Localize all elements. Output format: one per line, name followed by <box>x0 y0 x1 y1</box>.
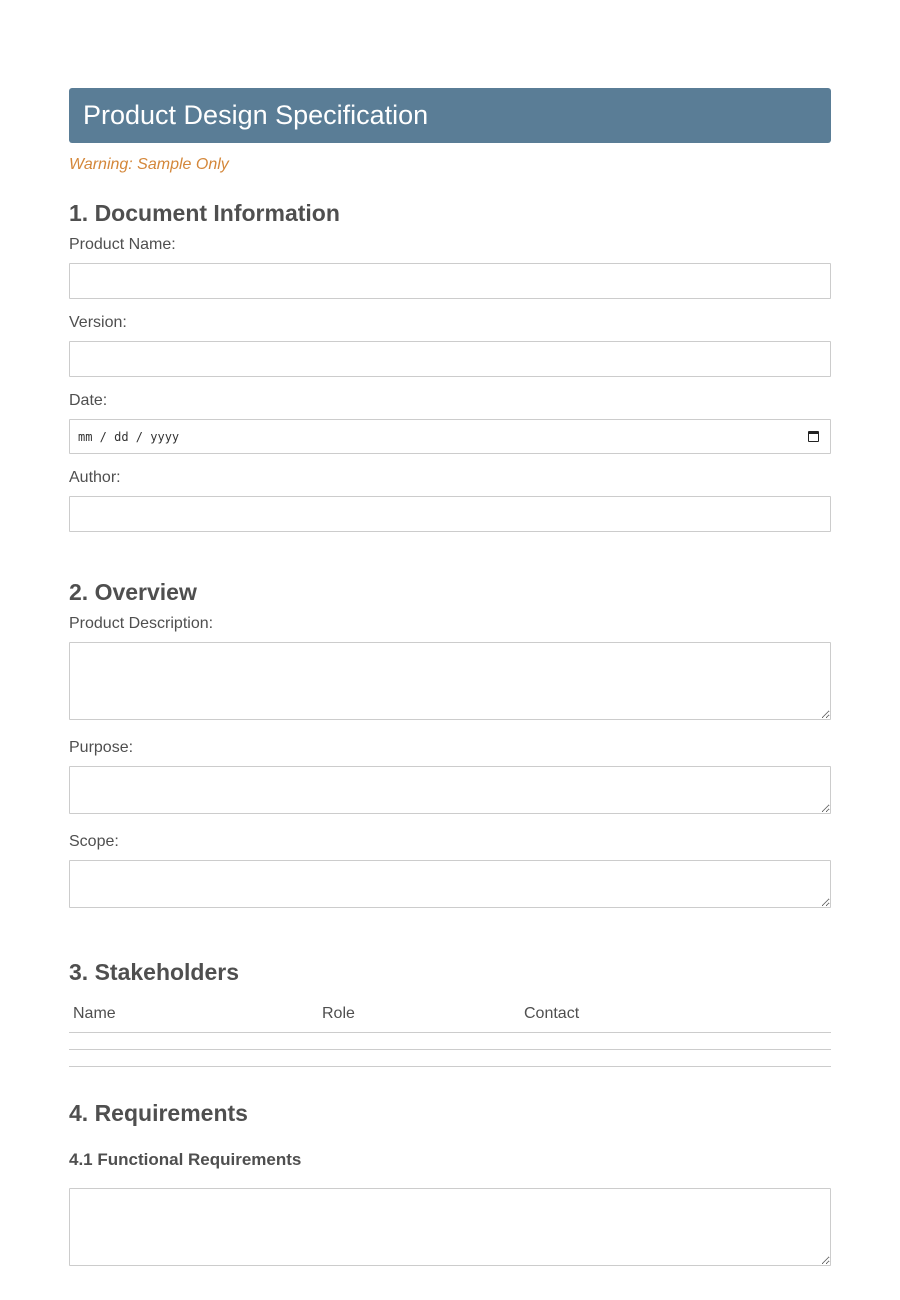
functional-requirements-textarea[interactable] <box>69 1188 831 1266</box>
product-description-textarea[interactable] <box>69 642 831 720</box>
author-input[interactable] <box>69 496 831 532</box>
scope-label: Scope: <box>69 833 119 850</box>
product-description-label: Product Description: <box>69 615 214 632</box>
product-name-label: Product Name: <box>69 236 176 253</box>
section-heading-requirements: 4. Requirements <box>69 1100 248 1126</box>
table-cell[interactable] <box>69 1050 318 1067</box>
scope-textarea[interactable] <box>69 860 831 908</box>
section-heading-document-information: 1. Document Information <box>69 200 340 226</box>
page-title: Product Design Specification <box>69 88 831 143</box>
product-name-input[interactable] <box>69 263 831 299</box>
spec-form <box>69 88 831 1266</box>
purpose-textarea[interactable] <box>69 766 831 814</box>
version-input[interactable] <box>69 341 831 377</box>
table-cell[interactable] <box>520 1033 831 1050</box>
date-label: Date: <box>69 392 108 409</box>
calendar-icon[interactable] <box>808 431 819 442</box>
table-row <box>69 1033 831 1050</box>
table-cell[interactable] <box>520 1050 831 1067</box>
table-row <box>69 1050 831 1067</box>
subheading-functional-requirements: 4.1 Functional Requirements <box>69 1150 302 1169</box>
section-heading-overview: 2. Overview <box>69 579 197 605</box>
date-input[interactable] <box>69 419 831 454</box>
sample-warning: Warning: Sample Only <box>69 156 229 173</box>
column-header-name: Name <box>69 996 318 1033</box>
table-cell[interactable] <box>318 1050 520 1067</box>
stakeholders-table <box>69 996 831 1067</box>
column-header-role: Role <box>318 996 520 1033</box>
purpose-label: Purpose: <box>69 739 134 756</box>
section-heading-stakeholders: 3. Stakeholders <box>69 959 240 985</box>
version-label: Version: <box>69 314 127 331</box>
date-placeholder: mm / dd / yyyy <box>78 429 180 444</box>
author-label: Author: <box>69 469 121 486</box>
table-header-row <box>69 996 831 1033</box>
table-cell[interactable] <box>318 1033 520 1050</box>
table-cell[interactable] <box>69 1033 318 1050</box>
column-header-contact: Contact <box>520 996 831 1033</box>
